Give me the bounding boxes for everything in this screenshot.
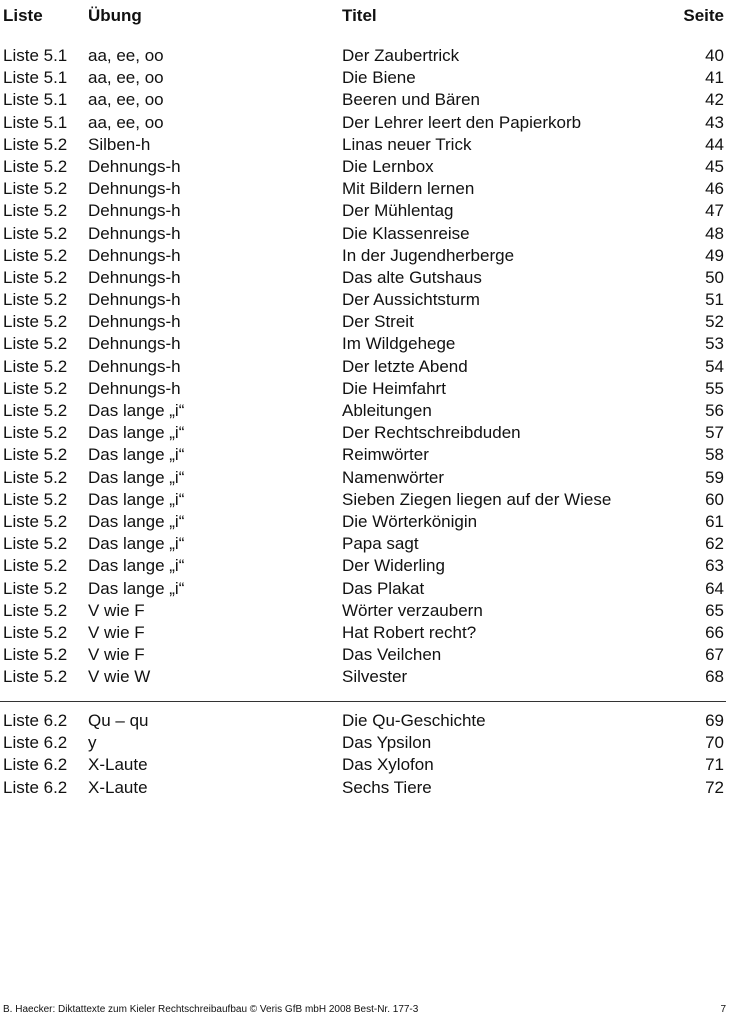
cell-uebung: Das lange „i“ bbox=[88, 511, 185, 531]
cell-uebung: aa, ee, oo bbox=[88, 112, 164, 132]
cell-seite: 45 bbox=[705, 156, 724, 176]
cell-liste: Liste 5.1 bbox=[3, 90, 68, 110]
cell-titel: Wörter verzaubern bbox=[342, 600, 483, 620]
cell-titel: Das Plakat bbox=[342, 578, 425, 598]
cell-titel: Die Lernbox bbox=[342, 156, 434, 176]
cell-seite: 47 bbox=[705, 201, 724, 221]
table-row bbox=[0, 45, 736, 67]
table-section-liste-6 bbox=[0, 710, 736, 799]
cell-liste: Liste 5.2 bbox=[3, 401, 68, 420]
cell-titel: Der Lehrer leert den Papierkorb bbox=[342, 112, 582, 132]
table-row bbox=[0, 533, 736, 555]
cell-titel: Der Mühlentag bbox=[342, 201, 454, 221]
cell-uebung: Dehnungs-h bbox=[88, 378, 181, 398]
section-divider bbox=[0, 701, 726, 702]
cell-titel: Der Aussichtsturm bbox=[342, 290, 480, 310]
cell-titel: Namenwörter bbox=[342, 467, 445, 487]
table-row bbox=[0, 333, 736, 355]
cell-seite: 46 bbox=[705, 179, 724, 199]
cell-uebung: Das lange „i“ bbox=[88, 534, 185, 554]
table-row bbox=[0, 622, 736, 644]
cell-seite: 56 bbox=[705, 401, 724, 420]
table-row bbox=[0, 156, 736, 178]
cell-liste: Liste 5.2 bbox=[3, 578, 68, 598]
table-row bbox=[0, 311, 736, 333]
cell-titel: Reimwörter bbox=[342, 445, 429, 465]
cell-seite: 64 bbox=[705, 578, 724, 598]
cell-titel: Das Xylofon bbox=[342, 755, 434, 775]
cell-seite: 71 bbox=[705, 755, 724, 775]
cell-titel: Das alte Gutshaus bbox=[342, 267, 482, 287]
table-header bbox=[0, 6, 736, 28]
table-row bbox=[0, 422, 736, 444]
table-row bbox=[0, 289, 736, 311]
cell-uebung: Das lange „i“ bbox=[88, 423, 185, 443]
cell-uebung: V wie F bbox=[88, 645, 145, 665]
cell-uebung: Das lange „i“ bbox=[88, 556, 185, 576]
cell-liste: Liste 6.2 bbox=[3, 711, 68, 730]
page-number: 7 bbox=[720, 1004, 726, 1015]
cell-liste: Liste 6.2 bbox=[3, 777, 68, 797]
cell-liste: Liste 5.2 bbox=[3, 290, 68, 310]
cell-uebung: Dehnungs-h bbox=[88, 290, 181, 310]
table-row bbox=[0, 67, 736, 89]
cell-seite: 52 bbox=[705, 312, 724, 332]
cell-seite: 62 bbox=[705, 534, 724, 554]
table-row bbox=[0, 644, 736, 666]
cell-liste: Liste 5.2 bbox=[3, 134, 68, 154]
cell-titel: Das Veilchen bbox=[342, 645, 442, 665]
cell-liste: Liste 5.2 bbox=[3, 600, 68, 620]
cell-liste: Liste 5.2 bbox=[3, 534, 68, 554]
cell-uebung: aa, ee, oo bbox=[88, 68, 164, 88]
table-row bbox=[0, 89, 736, 111]
cell-uebung: Dehnungs-h bbox=[88, 156, 181, 176]
cell-liste: Liste 5.2 bbox=[3, 511, 68, 531]
cell-uebung: Das lange „i“ bbox=[88, 401, 185, 420]
cell-seite: 48 bbox=[705, 223, 724, 243]
cell-liste: Liste 5.2 bbox=[3, 467, 68, 487]
page-footer bbox=[0, 1003, 736, 1017]
cell-titel: Die Klassenreise bbox=[342, 223, 470, 243]
cell-titel: Im Wildgehege bbox=[342, 334, 456, 354]
table-row bbox=[0, 444, 736, 466]
cell-uebung: Dehnungs-h bbox=[88, 356, 181, 376]
table-row bbox=[0, 400, 736, 422]
table-row bbox=[0, 578, 736, 600]
table-row bbox=[0, 555, 736, 577]
cell-titel: Linas neuer Trick bbox=[342, 134, 472, 154]
cell-liste: Liste 5.2 bbox=[3, 223, 68, 243]
cell-liste: Liste 5.2 bbox=[3, 267, 68, 287]
cell-seite: 42 bbox=[705, 90, 724, 110]
table-row bbox=[0, 467, 736, 489]
cell-uebung: V wie F bbox=[88, 622, 145, 642]
header-seite: Seite bbox=[683, 6, 724, 25]
cell-uebung: V wie W bbox=[88, 667, 151, 687]
table-row bbox=[0, 267, 736, 289]
cell-titel: Die Biene bbox=[342, 68, 416, 88]
cell-uebung: aa, ee, oo bbox=[88, 46, 164, 65]
cell-liste: Liste 5.1 bbox=[3, 46, 68, 65]
cell-seite: 61 bbox=[705, 511, 724, 531]
cell-liste: Liste 5.1 bbox=[3, 68, 68, 88]
cell-liste: Liste 5.2 bbox=[3, 667, 68, 687]
cell-titel: Die Qu-Geschichte bbox=[342, 711, 486, 730]
cell-liste: Liste 5.2 bbox=[3, 556, 68, 576]
table-row bbox=[0, 378, 736, 400]
cell-uebung: Silben-h bbox=[88, 134, 151, 154]
cell-uebung: Dehnungs-h bbox=[88, 245, 181, 265]
table-row bbox=[0, 489, 736, 511]
cell-titel: Sieben Ziegen liegen auf der Wiese bbox=[342, 489, 612, 509]
cell-seite: 55 bbox=[705, 378, 724, 398]
table-row bbox=[0, 732, 736, 754]
cell-seite: 54 bbox=[705, 356, 724, 376]
cell-titel: Der letzte Abend bbox=[342, 356, 468, 376]
cell-uebung: Das lange „i“ bbox=[88, 578, 185, 598]
cell-seite: 57 bbox=[705, 423, 724, 443]
cell-liste: Liste 5.2 bbox=[3, 622, 68, 642]
cell-uebung: Das lange „i“ bbox=[88, 489, 185, 509]
cell-liste: Liste 6.2 bbox=[3, 733, 68, 753]
cell-liste: Liste 5.2 bbox=[3, 245, 68, 265]
cell-titel: Die Wörterkönigin bbox=[342, 511, 478, 531]
cell-liste: Liste 5.2 bbox=[3, 201, 68, 221]
cell-titel: In der Jugendherberge bbox=[342, 245, 515, 265]
cell-seite: 50 bbox=[705, 267, 724, 287]
cell-seite: 65 bbox=[705, 600, 724, 620]
cell-titel: Beeren und Bären bbox=[342, 90, 480, 110]
cell-liste: Liste 5.1 bbox=[3, 112, 68, 132]
table-row bbox=[0, 112, 736, 134]
cell-seite: 51 bbox=[705, 290, 724, 310]
table-section-liste-5 bbox=[0, 45, 736, 688]
cell-liste: Liste 5.2 bbox=[3, 334, 68, 354]
cell-seite: 53 bbox=[705, 334, 724, 354]
cell-liste: Liste 5.2 bbox=[3, 489, 68, 509]
cell-titel: Die Heimfahrt bbox=[342, 378, 446, 398]
footer-credit: B. Haecker: Diktattexte zum Kieler Rechtschreibaufbau © Veris GfB mbH 2008 Best-Nr. 177-3 bbox=[3, 1004, 419, 1015]
table-row bbox=[0, 200, 736, 222]
cell-uebung: aa, ee, oo bbox=[88, 90, 164, 110]
table-row bbox=[0, 777, 736, 799]
cell-liste: Liste 5.2 bbox=[3, 378, 68, 398]
cell-titel: Der Widerling bbox=[342, 556, 445, 576]
cell-titel: Der Streit bbox=[342, 312, 414, 332]
cell-liste: Liste 5.2 bbox=[3, 445, 68, 465]
cell-seite: 66 bbox=[705, 622, 724, 642]
cell-liste: Liste 5.2 bbox=[3, 179, 68, 199]
cell-uebung: Dehnungs-h bbox=[88, 312, 181, 332]
cell-uebung: Dehnungs-h bbox=[88, 179, 181, 199]
table-row bbox=[0, 710, 736, 732]
table-row bbox=[0, 666, 736, 688]
cell-titel: Der Rechtschreibduden bbox=[342, 423, 521, 443]
cell-seite: 44 bbox=[705, 134, 724, 154]
cell-titel: Sechs Tiere bbox=[342, 777, 432, 797]
cell-seite: 69 bbox=[705, 711, 724, 730]
cell-liste: Liste 5.2 bbox=[3, 156, 68, 176]
header-liste: Liste bbox=[3, 6, 43, 25]
cell-titel: Hat Robert recht? bbox=[342, 622, 477, 642]
cell-seite: 40 bbox=[705, 46, 724, 65]
cell-liste: Liste 5.2 bbox=[3, 423, 68, 443]
header-titel: Titel bbox=[342, 6, 377, 25]
cell-uebung: Dehnungs-h bbox=[88, 267, 181, 287]
cell-uebung: y bbox=[88, 733, 97, 753]
cell-seite: 70 bbox=[705, 733, 724, 753]
cell-uebung: Dehnungs-h bbox=[88, 223, 181, 243]
cell-liste: Liste 5.2 bbox=[3, 312, 68, 332]
cell-titel: Das Ypsilon bbox=[342, 733, 432, 753]
cell-uebung: X-Laute bbox=[88, 755, 148, 775]
cell-titel: Silvester bbox=[342, 667, 408, 687]
cell-titel: Mit Bildern lernen bbox=[342, 179, 475, 199]
cell-liste: Liste 6.2 bbox=[3, 755, 68, 775]
cell-uebung: X-Laute bbox=[88, 777, 148, 797]
cell-liste: Liste 5.2 bbox=[3, 645, 68, 665]
cell-titel: Ableitungen bbox=[342, 401, 432, 420]
cell-uebung: Das lange „i“ bbox=[88, 467, 185, 487]
table-row bbox=[0, 178, 736, 200]
cell-seite: 63 bbox=[705, 556, 724, 576]
table-row bbox=[0, 134, 736, 156]
cell-titel: Der Zaubertrick bbox=[342, 46, 460, 65]
table-row bbox=[0, 356, 736, 378]
cell-uebung: Dehnungs-h bbox=[88, 201, 181, 221]
table-row bbox=[0, 245, 736, 267]
cell-titel: Papa sagt bbox=[342, 534, 419, 554]
cell-uebung: Das lange „i“ bbox=[88, 445, 185, 465]
cell-seite: 72 bbox=[705, 777, 724, 797]
table-row bbox=[0, 600, 736, 622]
cell-seite: 68 bbox=[705, 667, 724, 687]
table-row bbox=[0, 754, 736, 776]
table-row bbox=[0, 511, 736, 533]
cell-seite: 60 bbox=[705, 489, 724, 509]
cell-seite: 43 bbox=[705, 112, 724, 132]
cell-uebung: V wie F bbox=[88, 600, 145, 620]
cell-seite: 59 bbox=[705, 467, 724, 487]
cell-seite: 58 bbox=[705, 445, 724, 465]
cell-uebung: Dehnungs-h bbox=[88, 334, 181, 354]
table-row bbox=[0, 223, 736, 245]
cell-seite: 49 bbox=[705, 245, 724, 265]
cell-seite: 41 bbox=[705, 68, 724, 88]
cell-uebung: Qu – qu bbox=[88, 711, 149, 730]
header-uebung: Übung bbox=[88, 6, 142, 25]
cell-liste: Liste 5.2 bbox=[3, 356, 68, 376]
cell-seite: 67 bbox=[705, 645, 724, 665]
